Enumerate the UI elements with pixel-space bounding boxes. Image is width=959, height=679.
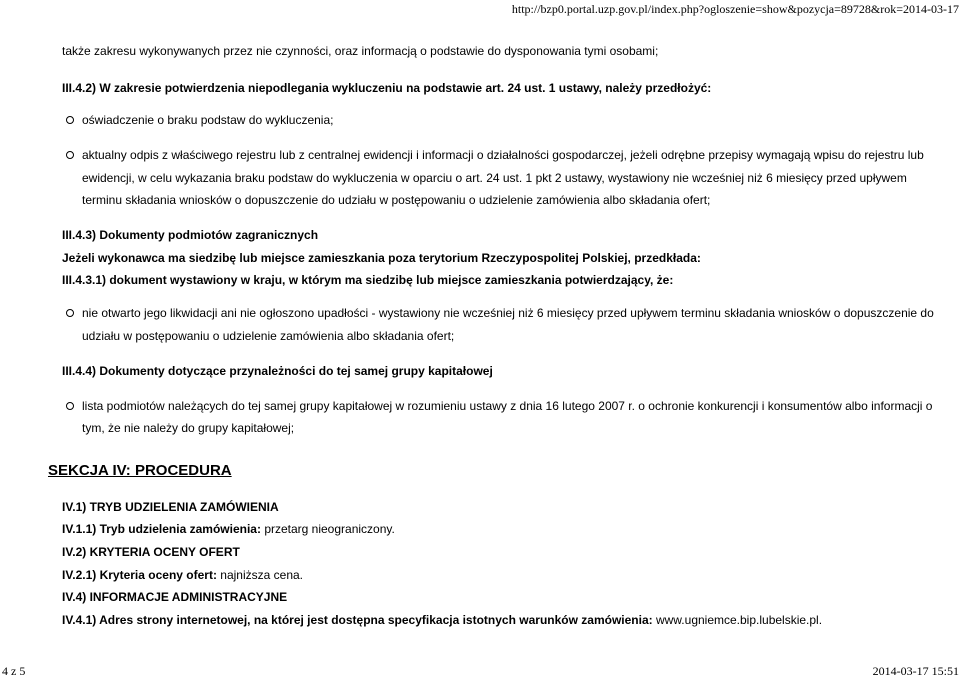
bullet-icon	[66, 402, 74, 410]
list-item-line: ewidencji, w celu wykazania braku podstaw do wykluczenia w oparciu o art. 24 ust. 1 pkt 2 ustawy, wystawiony nie wcześniej niż 6 miesięcy przed upływem	[82, 171, 907, 185]
iv21-value: najniższa cena.	[220, 568, 304, 582]
page-number: 4 z 5	[2, 664, 26, 678]
continued-text-line: także zakresu wykonywanych przez nie czynności, oraz informacją o podstawie do dysponowania tymi osobami;	[62, 44, 659, 58]
bullet-icon	[66, 309, 74, 317]
bullet-icon	[66, 151, 74, 159]
iv41-row	[62, 613, 822, 627]
section-iii431-heading: III.4.3.1) dokument wystawiony w kraju, w którym ma siedzibę lub miejsce zamieszkania potwierdzający, że:	[62, 273, 674, 287]
list-item-line: tym, że nie należy do grupy kapitałowej;	[82, 421, 295, 435]
iv21-label: IV.2.1) Kryteria oceny ofert:	[62, 568, 217, 582]
iv11-row	[62, 522, 395, 536]
section-iii42-heading: III.4.2) W zakresie potwierdzenia niepodlegania wykluczeniu na podstawie art. 24 ust. 1 ustawy, należy przedłożyć:	[62, 81, 712, 95]
list-item-line: aktualny odpis z właściwego rejestru lub z centralnej ewidencji i informacji o działalności gospodarczej, jeżeli odrębne przepisy wymagają wpisu do rejestru lub	[82, 148, 924, 162]
iv41-label: IV.4.1) Adres strony internetowej, na której jest dostępna specyfikacja istotnych warunków zamówienia:	[62, 613, 653, 627]
bullet-icon	[66, 116, 74, 124]
iv11-label: IV.1.1) Tryb udzielenia zamówienia:	[62, 522, 261, 536]
print-timestamp: 2014-03-17 15:51	[872, 664, 959, 678]
page-url-header: http://bzp0.portal.uzp.gov.pl/index.php?ogloszenie=show&pozycja=89728&rok=2014-03-17	[511, 2, 959, 16]
iv2-heading: IV.2) KRYTERIA OCENY OFERT	[62, 545, 240, 559]
list-item: oświadczenie o braku podstaw do wykluczenia;	[82, 113, 334, 127]
section-iii44-heading: III.4.4) Dokumenty dotyczące przynależności do tej samej grupy kapitałowej	[62, 364, 493, 378]
iv4-heading: IV.4) INFORMACJE ADMINISTRACYJNE	[62, 590, 288, 604]
iv21-row	[62, 568, 303, 582]
list-item-line: udziału w postępowaniu o udzielenie zamówienia albo składania ofert;	[82, 329, 455, 343]
list-item-line: nie otwarto jego likwidacji ani nie ogłoszono upadłości - wystawiony nie wcześniej niż 6 miesięcy przed upływem terminu składania wniosków o dopuszczenie do	[82, 306, 934, 320]
list-item-line: terminu składania wniosków o dopuszczenie do udziału w postępowaniu o udzielenie zamówienia albo składania ofert;	[82, 193, 711, 207]
section-iii43-subheading: Jeżeli wykonawca ma siedzibę lub miejsce zamieszkania poza terytorium Rzeczypospolitej Polskiej, przedkłada:	[62, 251, 701, 265]
iv11-value: przetarg nieograniczony.	[264, 522, 395, 536]
section-iv-title: SEKCJA IV: PROCEDURA	[48, 462, 232, 479]
iv1-heading: IV.1) TRYB UDZIELENIA ZAMÓWIENIA	[62, 500, 279, 514]
list-item-line: lista podmiotów należących do tej samej grupy kapitałowej w rozumieniu ustawy z dnia 16 lutego 2007 r. o ochronie konkurencji i konsumentów albo informacji o	[82, 399, 933, 413]
website-link[interactable]: www.ugniemce.bip.lubelskie.pl.	[655, 613, 823, 627]
section-iii43-heading: III.4.3) Dokumenty podmiotów zagranicznych	[62, 228, 319, 242]
